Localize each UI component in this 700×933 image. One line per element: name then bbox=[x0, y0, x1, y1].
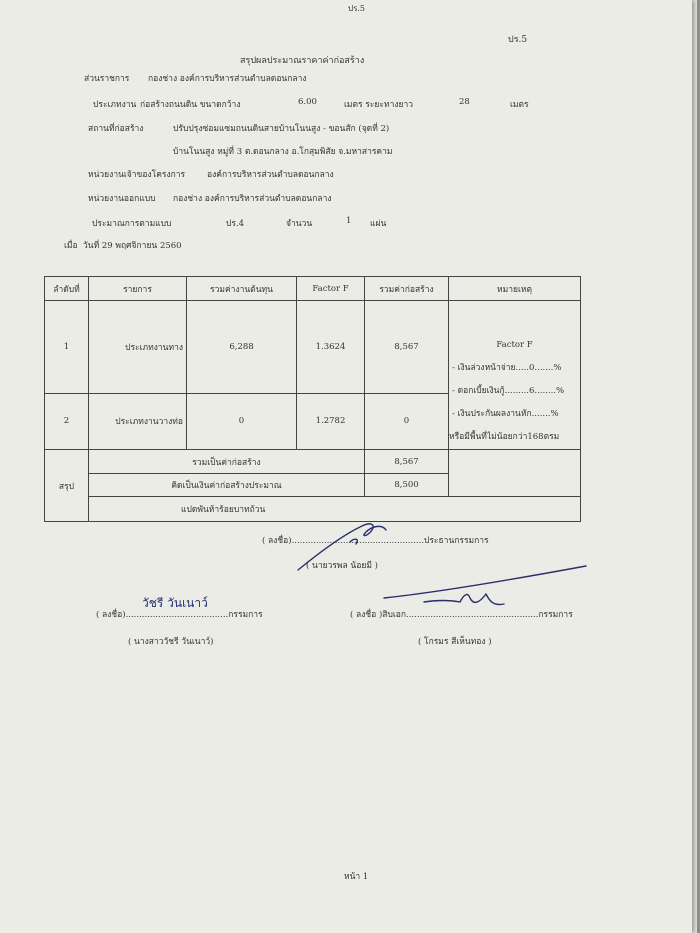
remarks-note: หรือมีพื้นที่ไม่น้อยกว่า168ตรม bbox=[449, 432, 560, 442]
date-label: เมื่อ bbox=[64, 241, 78, 251]
estimate-count-label: จำนวน bbox=[286, 219, 313, 229]
row2-item: ประเภทงานวางท่อ bbox=[89, 393, 187, 449]
designer-value: กองช่าง องค์การบริหารส่วนตำบลดอนกลาง bbox=[173, 194, 332, 204]
header-factor: Factor F bbox=[297, 277, 365, 301]
work-width: 6.00 bbox=[298, 97, 317, 107]
row1-total: 8,567 bbox=[365, 301, 449, 394]
work-type-label: ประเภทงาน bbox=[93, 100, 137, 110]
amount-in-words: แปดพันห้าร้อยบาทถ้วน bbox=[89, 497, 581, 522]
row2-total: 0 bbox=[365, 393, 449, 449]
estimate-label: ประมาณการตามแบบ bbox=[92, 219, 172, 229]
table-row bbox=[45, 301, 581, 394]
summary-label: สรุป bbox=[45, 450, 89, 522]
location-line1: ปรับปรุงซ่อมแซมถนนดินสายบ้านโนนสูง - ขอนสัก (จุดที่ 2) bbox=[173, 124, 390, 134]
work-type-value: ก่อสร้างถนนดิน ขนาดกว้าง bbox=[140, 100, 241, 110]
agency-value: กองช่าง องค์การบริหารส่วนตำบลดอนกลาง bbox=[148, 74, 307, 84]
table-header-row bbox=[45, 277, 581, 301]
location-line2: บ้านโนนสูง หมู่ที่ 3 ต.ดอนกลาง อ.โกสุมพิสัย จ.มหาสารคาม bbox=[173, 147, 393, 157]
member1-signature-line: ( ลงชื่อ)......................................กรรมการ bbox=[96, 610, 263, 620]
member1-handwritten-signature: วัชรี วันเนาว์ bbox=[142, 596, 208, 610]
row2-factor: 1.2782 bbox=[297, 393, 365, 449]
header-item: รายการ bbox=[89, 277, 187, 301]
remarks-advance: - เงินล่วงหน้าจ่าย.....0.......% bbox=[452, 363, 562, 373]
top-form-code: ปร.5 bbox=[348, 4, 366, 13]
cost-summary-table bbox=[44, 276, 581, 522]
remarks-title: Factor F bbox=[496, 340, 533, 350]
owner-label: หน่วยงานเจ้าของโครงการ bbox=[88, 170, 186, 180]
member2-name: ( โกรมร สีเห็นทอง ) bbox=[418, 637, 492, 647]
location-label: สถานที่ก่อสร้าง bbox=[88, 124, 144, 134]
member2-handwritten-signature bbox=[420, 588, 510, 614]
summary-total-label: รวมเป็นค่าก่อสร้าง bbox=[89, 450, 365, 474]
summary-total-value: 8,567 bbox=[365, 450, 449, 474]
date-value: วันที่ 29 พฤศจิกายน 2560 bbox=[83, 241, 182, 251]
row1-item: ประเภทงานทาง bbox=[89, 301, 187, 394]
summary-estimate-label: คิดเป็นเงินค่าก่อสร้างประมาณ bbox=[89, 474, 365, 497]
remarks-retention: - เงินประกันผลงานหัก.......% bbox=[452, 409, 559, 419]
summary-total-row bbox=[45, 450, 581, 474]
estimate-unit: แผ่น bbox=[370, 219, 387, 229]
row1-no: 1 bbox=[45, 301, 89, 394]
designer-label: หน่วยงานออกแบบ bbox=[88, 194, 156, 204]
header-total: รวมค่าก่อสร้าง bbox=[365, 277, 449, 301]
estimate-form: ปร.4 bbox=[226, 219, 245, 229]
summary-estimate-value: 8,500 bbox=[365, 474, 449, 497]
header-remarks: หมายเหตุ bbox=[449, 277, 581, 301]
row2-cost: 0 bbox=[187, 393, 297, 449]
row1-cost: 6,288 bbox=[187, 301, 297, 394]
work-width-unit: เมตร ระยะทางยาว bbox=[344, 100, 414, 110]
header-no: ลำดับที่ bbox=[45, 277, 89, 301]
estimate-count: 1 bbox=[346, 216, 352, 226]
remarks-interest: - ดอกเบี้ยเงินกู้.........6........% bbox=[452, 386, 565, 396]
chair-signature-line: ( ลงชื่อ).................................................ประธานกรรมการ bbox=[262, 536, 489, 546]
form-code: ปร.5 bbox=[508, 35, 528, 45]
row2-no: 2 bbox=[45, 393, 89, 449]
row1-factor: 1.3624 bbox=[297, 301, 365, 394]
agency-label: ส่วนราชการ bbox=[84, 74, 130, 84]
work-length: 28 bbox=[459, 97, 470, 107]
chair-name: ( นายวรพล น้อยมี ) bbox=[306, 561, 378, 571]
owner-value: องค์การบริหารส่วนตำบลดอนกลาง bbox=[207, 170, 334, 180]
document-title: สรุปผลประมาณราคาค่าก่อสร้าง bbox=[240, 56, 365, 66]
work-length-unit: เมตร bbox=[510, 100, 529, 110]
member1-name: ( นางสาววัชรี วันเนาว์) bbox=[128, 637, 214, 647]
member2-signature-line: ( ลงชื่อ )สิบเอก.................................................กรรมการ bbox=[350, 610, 573, 620]
header-cost: รวมค่างานต้นทุน bbox=[187, 277, 297, 301]
page-number: หน้า 1 bbox=[344, 872, 369, 882]
remarks-cell bbox=[449, 301, 581, 450]
